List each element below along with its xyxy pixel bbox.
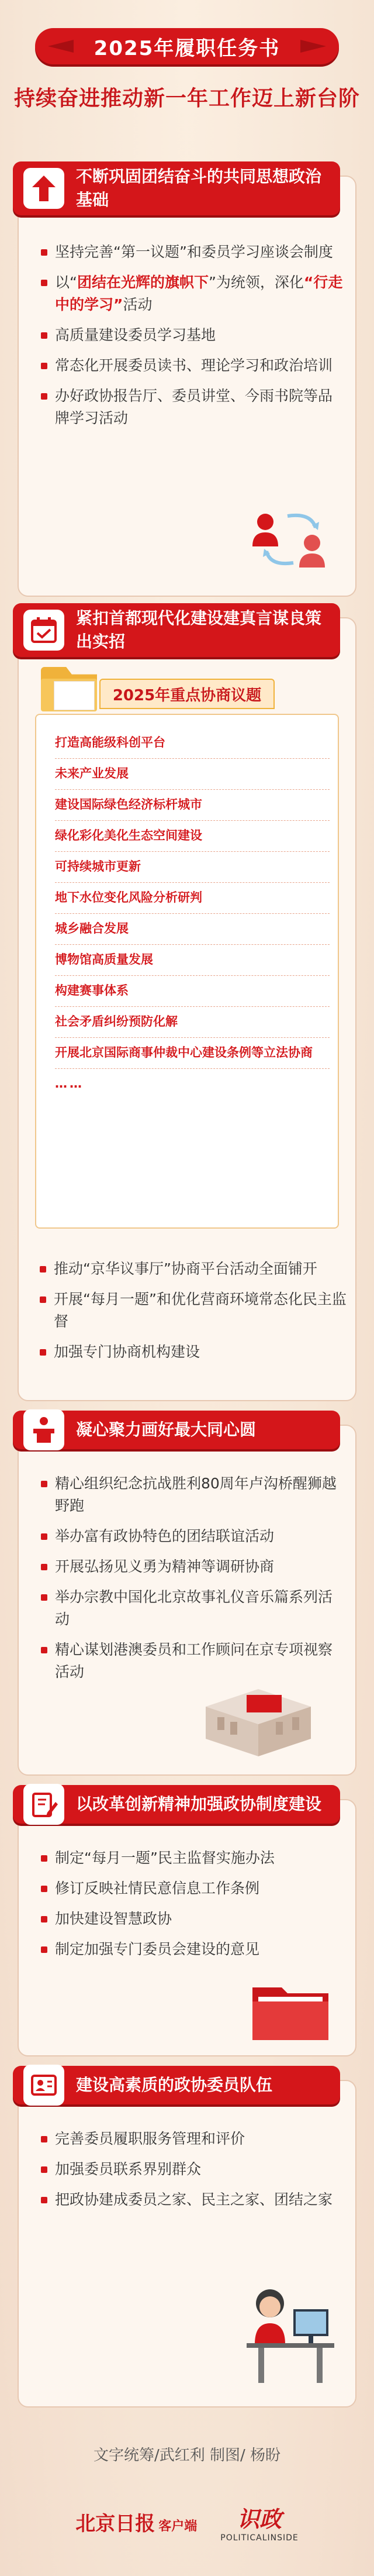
user-card-icon (23, 2065, 64, 2106)
section-members-title: 建设高素质的政协委员队伍 (76, 2075, 273, 2094)
person-at-computer-illustration (223, 2274, 340, 2391)
list-item: 坚持完善“第一议题”和委员学习座谈会制度 (40, 241, 344, 263)
list-item: 把政协建成委员之家、民主之家、团结之家 (40, 2189, 344, 2211)
page-subtitle: 持续奋进推动新一年工作迈上新台阶 (13, 87, 360, 111)
agenda-item: 未来产业发展 (55, 759, 330, 790)
section-members-list (40, 2128, 344, 2219)
credits: 文字统筹/武红利 制图/ 杨盼 (93, 2447, 281, 2464)
shizheng-logo (220, 2501, 298, 2543)
section-reform (18, 1794, 356, 2056)
list-item (40, 271, 344, 316)
calendar-check-icon (23, 610, 64, 651)
agenda-item: 打造高能级科创平台 (55, 728, 330, 759)
folder-front (41, 679, 97, 711)
agenda-item: 地下水位变化风险分析研判 (55, 883, 330, 914)
list-item: 制定加强专门委员会建设的意见 (40, 1938, 344, 1961)
list-item: 举办富有政协特色的团结联谊活动 (40, 1525, 344, 1547)
section-consultation-list (39, 1258, 348, 1371)
agenda-list (55, 728, 330, 1099)
podium-speaker-icon (23, 1409, 64, 1450)
page-title: 2025年履职任务书 (94, 36, 280, 60)
arrow-up-icon (23, 168, 64, 209)
list-item: 完善委员履职服务管理和评价 (40, 2128, 344, 2150)
list-item: 举办宗教中国化北京故事礼仪音乐篇系列活动 (40, 1586, 344, 1631)
agenda-item-ellipsis: …… (55, 1077, 84, 1091)
text-fragment: 以“ (55, 274, 77, 291)
building-illustration (194, 1672, 323, 1759)
list-item: 办好政协报告厅、委员讲堂、今雨书院等品牌学习活动 (40, 385, 344, 429)
section-consultation-header (13, 603, 340, 657)
section-unity-header (13, 1411, 340, 1449)
highlight-text: “行走中的学习” (55, 274, 343, 313)
section-members-header (13, 2066, 340, 2104)
header (0, 0, 374, 158)
section-reform-header (13, 1785, 340, 1824)
beijing-daily-logo (75, 2508, 197, 2536)
list-item: 常态化开展委员读书、理论学习和政治培训 (40, 355, 344, 377)
logo-suffix: 客户端 (158, 2519, 198, 2534)
section-unity (18, 1420, 356, 1776)
highlight-text: 团结在光辉的旗帜下 (77, 274, 209, 291)
list-item: 高质量建设委员学习基地 (40, 324, 344, 346)
agenda-sheet (35, 714, 339, 1229)
logo-text: 北京日报 (75, 2512, 155, 2536)
title-banner (35, 28, 339, 64)
list-item: 加强专门协商机构建设 (39, 1341, 348, 1363)
list-item: 加强委员联系界别群众 (40, 2158, 344, 2181)
section-ideology-title: 不断巩固团结奋斗的共同思想政治基础 (76, 167, 322, 209)
agenda-folder (35, 661, 339, 1246)
logo-subtext: POLITICALINSIDE (220, 2533, 299, 2543)
folder-illustration (247, 1976, 334, 2046)
list-item: 制定“每月一题”民主监督实施办法 (40, 1847, 344, 1869)
edit-document-icon (23, 1784, 64, 1825)
section-unity-title: 凝心聚力画好最大同心圆 (76, 1420, 257, 1439)
section-reform-list (40, 1847, 344, 1969)
list-item: 精心组织纪念抗战胜利80周年卢沟桥醒狮越野跑 (40, 1473, 344, 1517)
footer-logos (0, 2498, 374, 2545)
agenda-item: 博物馆高质量发展 (55, 945, 330, 976)
list-item: 修订反映社情民意信息工作条例 (40, 1877, 344, 1900)
agenda-item: 建设国际绿色经济标杆城市 (55, 790, 330, 821)
list-item: 精心谋划港澳委员和工作顾问在京专项视察活动 (40, 1639, 344, 1683)
list-item: 开展弘扬见义勇为精神等调研协商 (40, 1556, 344, 1578)
agenda-item: 构建赛事体系 (55, 976, 330, 1007)
text-fragment: 活动 (123, 296, 153, 313)
section-consultation-title: 紧扣首都现代化建设建真言谋良策出实招 (76, 608, 322, 651)
list-item: 开展“每月一题”和优化营商环境常态化民主监督 (39, 1288, 348, 1333)
agenda-item: 可持续城市更新 (55, 852, 330, 883)
agenda-item: 开展北京国际商事仲裁中心建设条例等立法协商 (55, 1038, 330, 1069)
people-exchange-icon (247, 504, 334, 575)
section-unity-list (40, 1473, 344, 1691)
section-ideology-header (13, 161, 340, 215)
section-ideology-list (40, 241, 344, 438)
section-reform-title: 以改革创新精神加强政协制度建设 (76, 1794, 322, 1814)
list-item: 推动“京华议事厅”协商平台活动全面铺开 (39, 1258, 348, 1280)
logo-text: 识政 (237, 2505, 282, 2532)
agenda-item: 城乡融合发展 (55, 914, 330, 945)
text-fragment: ”为统领，深化 (208, 274, 304, 291)
section-members (18, 2075, 356, 2408)
section-ideology (18, 167, 356, 597)
agenda-item: 社会矛盾纠纷预防化解 (55, 1007, 330, 1038)
folder-paper (54, 681, 95, 710)
list-item: 加快建设智慧政协 (40, 1908, 344, 1930)
agenda-item: 绿化彩化美化生态空间建设 (55, 821, 330, 852)
agenda-title: 2025年重点协商议题 (99, 679, 275, 709)
